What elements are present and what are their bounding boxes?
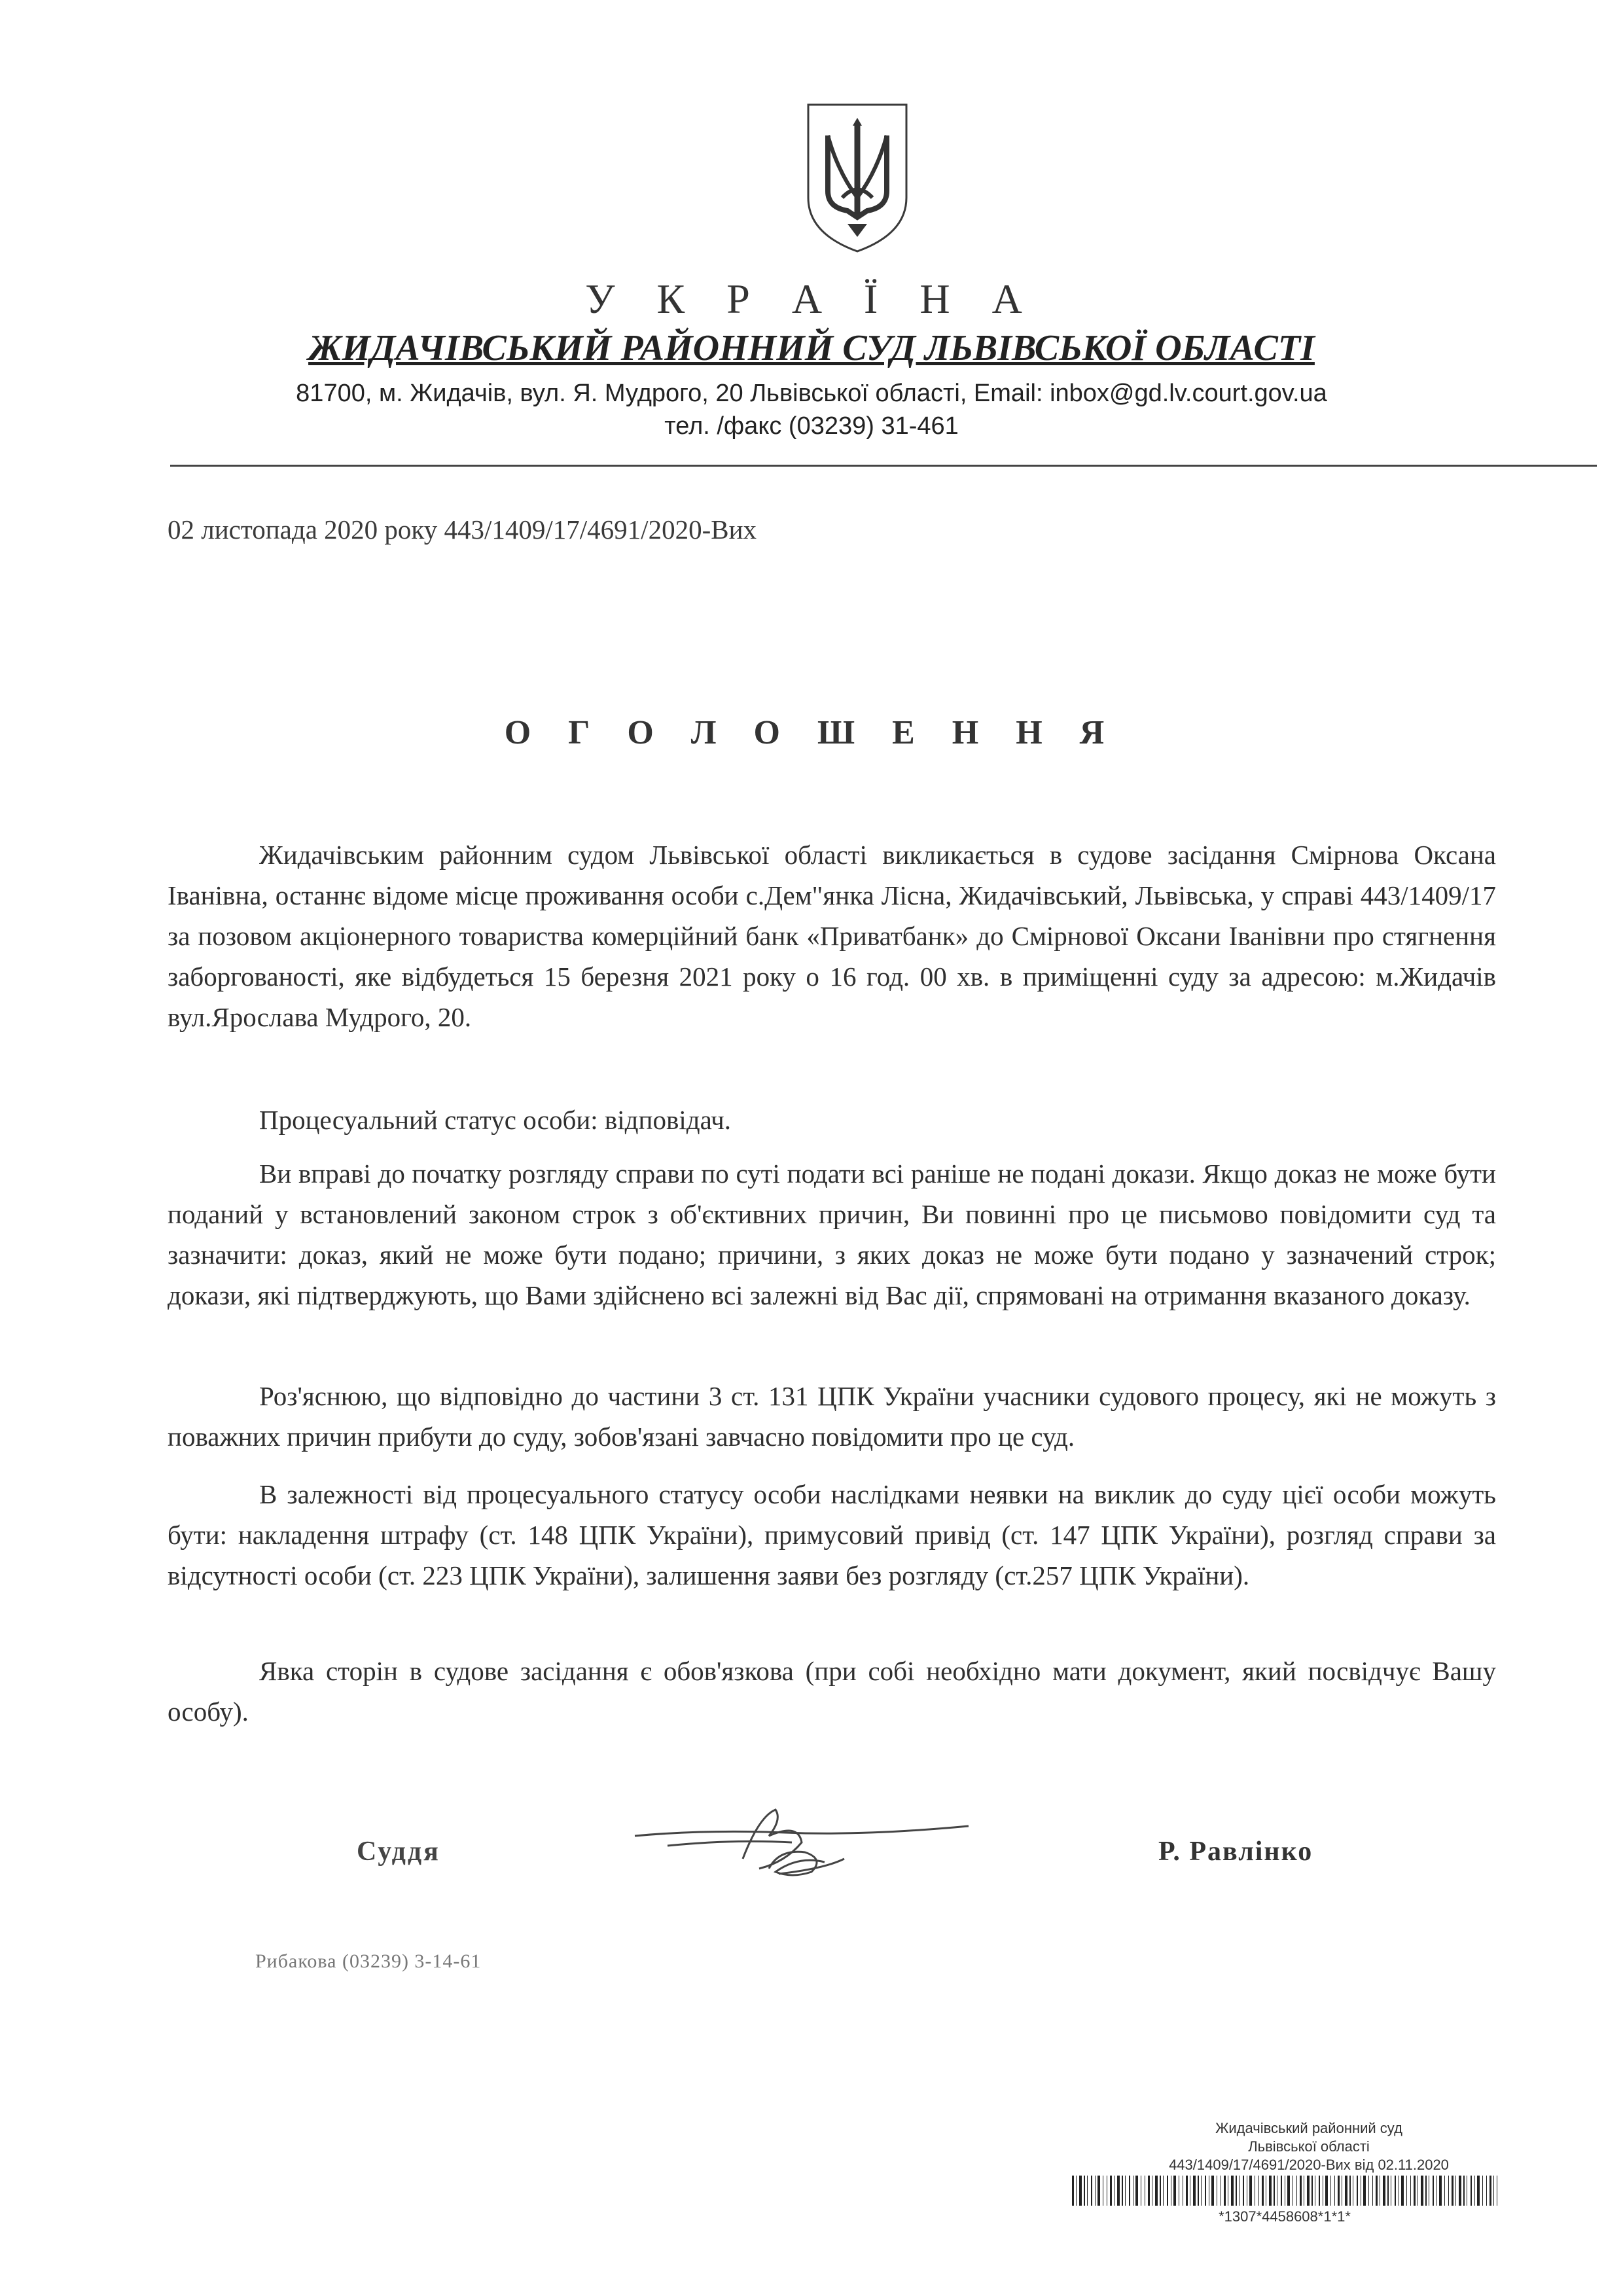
barcode <box>1072 2176 1497 2206</box>
document-reference: 02 листопада 2020 року 443/1409/17/4691/2020-Вих <box>168 514 757 545</box>
paragraph-attendance: Явка сторін в судове засідання є обов'язкова (при собі необхідно мати документ, який посвідчує Вашу особу). <box>168 1656 1496 1727</box>
executor-contact: Рибакова (03239) 3-14-61 <box>255 1950 482 1972</box>
paragraph-consequences: В залежності від процесуального статусу особи наслідками неявки на виклик до суду цієї особи можуть бути: накладення штрафу (ст. 148 ЦПК України), примусовий привід (ст. 147 ЦПК України), розгляд справи за відсутності особи (ст. 223 ЦПК України), залишення заяви без розгляду (ст.257 ЦПК України). <box>168 1479 1496 1590</box>
document-title: О Г О Л О Ш Е Н Н Я <box>504 714 1119 751</box>
registration-stamp <box>1021 2119 1597 2174</box>
ukraine-trident-emblem-icon <box>802 99 913 257</box>
country-name: У К Р А Ї Н А <box>585 276 1038 322</box>
court-phone: тел. /факс (03239) 31-461 <box>664 412 959 440</box>
handwritten-signature <box>628 1797 975 1888</box>
paragraph-summons: Жидачівським районним судом Львівської області викликається в судове засідання Смірнова Оксана Іванівна, останнє відоме місце проживання особи с.Дем"янка Лісна, Жидачівський, Львівська, у справі 443/1409/17 за позовом акціонерного товариства комерційний банк «Приватбанк» до Смірнової Оксани Іванівни про стягнення заборгованості, яке відбудеться 15 березня 2021 року о 16 год. 00 хв. в приміщенні суду за адресою: м.Жидачів вул.Ярослава Мудрого, 20. <box>168 840 1496 1032</box>
judge-label: Суддя <box>357 1837 440 1867</box>
judge-name: Р. Равлінко <box>1158 1837 1313 1867</box>
stamp-registration-number: 443/1409/17/4691/2020-Вих від 02.11.2020 <box>1169 2157 1449 2173</box>
court-address: 81700, м. Жидачів, вул. Я. Мудрого, 20 Львівської області, Email: inbox@gd.lv.court.gov.ua <box>296 380 1327 407</box>
header-divider <box>170 465 1597 467</box>
court-name: ЖИДАЧІВСЬКИЙ РАЙОННИЙ СУД ЛЬВІВСЬКОЇ ОБЛАСТІ <box>308 328 1315 368</box>
stamp-region: Львівської області <box>1248 2138 1370 2155</box>
barcode-number: *1307*4458608*1*1* <box>1219 2208 1351 2225</box>
stamp-court-name: Жидачівський районний суд <box>1215 2120 1402 2136</box>
paragraph-evidence: Ви вправі до початку розгляду справи по суті подати всі раніше не подані докази. Якщо доказ не може бути поданий у встановлений законом строк з об'єктивних причин, Ви повинні про це письмово повідомити суд та зазначити: доказ, який не може бути подано; причини, з яких доказ не може бути подано у зазначений строк; докази, які підтверджують, що Вами здійснено всі залежні від Вас дії, спрямовані на отримання вказаного доказу. <box>168 1158 1496 1310</box>
paragraph-notification: Роз'яснюю, що відповідно до частини 3 ст. 131 ЦПК України учасники судового процесу, які не можуть з поважних причин прибути до суду, зобов'язані завчасно повідомити про це суд. <box>168 1381 1496 1452</box>
paragraph-status: Процесуальний статус особи: відповідач. <box>259 1105 732 1135</box>
